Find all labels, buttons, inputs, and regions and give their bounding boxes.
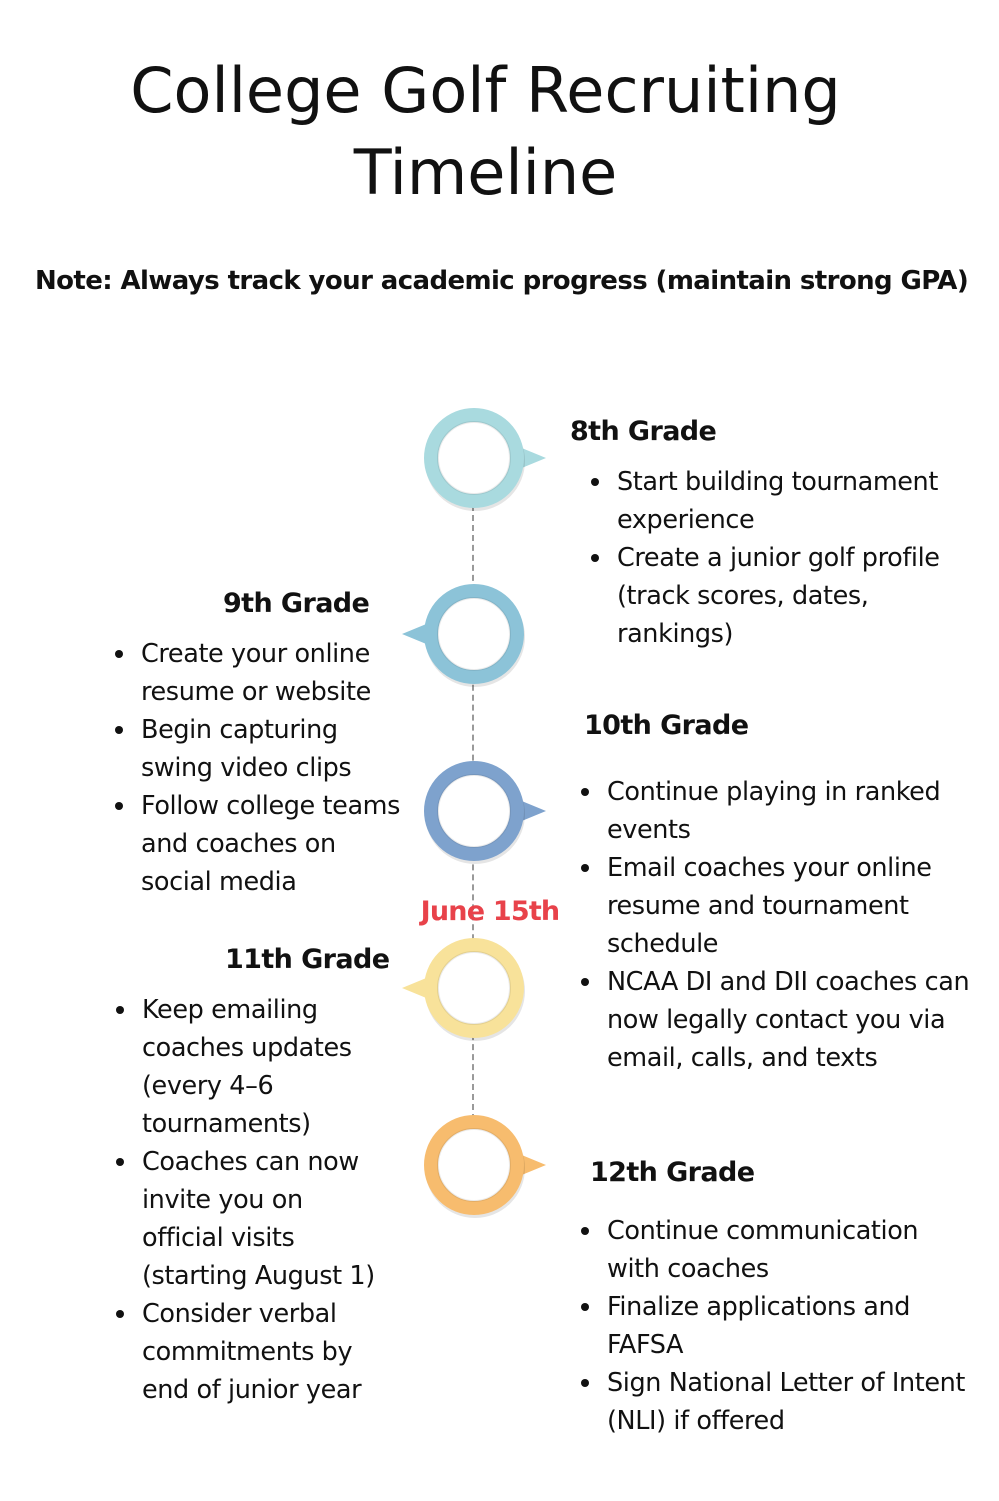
grade-10-list bbox=[577, 773, 982, 1077]
list-item: Continue playing in ranked events bbox=[577, 773, 982, 849]
list-item: Follow college teams and coaches on social media bbox=[111, 787, 406, 901]
grade-12-list bbox=[577, 1212, 977, 1440]
title-line-2: Timeline bbox=[353, 136, 618, 209]
list-item: Create a junior golf profile (track scores, dates, rankings) bbox=[587, 539, 987, 653]
list-item: Keep emailing coaches updates (every 4–6 tournaments) bbox=[112, 991, 387, 1143]
grade-8-list bbox=[587, 463, 987, 653]
timeline-node-8th-grade bbox=[424, 408, 524, 508]
list-item: Continue communication with coaches bbox=[577, 1212, 977, 1288]
list-item: NCAA DI and DII coaches can now legally contact you via email, calls, and texts bbox=[577, 963, 982, 1077]
list-item: Sign National Letter of Intent (NLI) if offered bbox=[577, 1364, 977, 1440]
list-item: Create your online resume or website bbox=[111, 635, 406, 711]
timeline-node-9th-grade bbox=[424, 584, 524, 684]
timeline-node-11th-grade bbox=[424, 938, 524, 1038]
title-line-1: College Golf Recruiting bbox=[130, 54, 841, 127]
list-item: Consider verbal commitments by end of junior year bbox=[112, 1295, 387, 1409]
list-item: Finalize applications and FAFSA bbox=[577, 1288, 977, 1364]
list-item: Coaches can now invite you on official visits (starting August 1) bbox=[112, 1143, 387, 1295]
academic-note: Note: Always track your academic progress (maintain strong GPA) bbox=[35, 266, 969, 296]
grade-9-heading: 9th Grade bbox=[223, 588, 370, 619]
timeline-node-10th-grade bbox=[424, 761, 524, 861]
grade-11-heading: 11th Grade bbox=[225, 944, 390, 975]
list-item: Email coaches your online resume and tournament schedule bbox=[577, 849, 982, 963]
list-item: Begin capturing swing video clips bbox=[111, 711, 406, 787]
grade-8-heading: 8th Grade bbox=[570, 416, 717, 447]
grade-12-heading: 12th Grade bbox=[590, 1157, 755, 1188]
list-item: Start building tournament experience bbox=[587, 463, 987, 539]
page-title bbox=[0, 50, 971, 214]
grade-10-heading: 10th Grade bbox=[584, 710, 749, 741]
grade-11-list bbox=[112, 991, 387, 1409]
june-15th-milestone: June 15th bbox=[420, 896, 560, 927]
grade-9-list bbox=[111, 635, 406, 901]
timeline-node-12th-grade bbox=[424, 1115, 524, 1215]
